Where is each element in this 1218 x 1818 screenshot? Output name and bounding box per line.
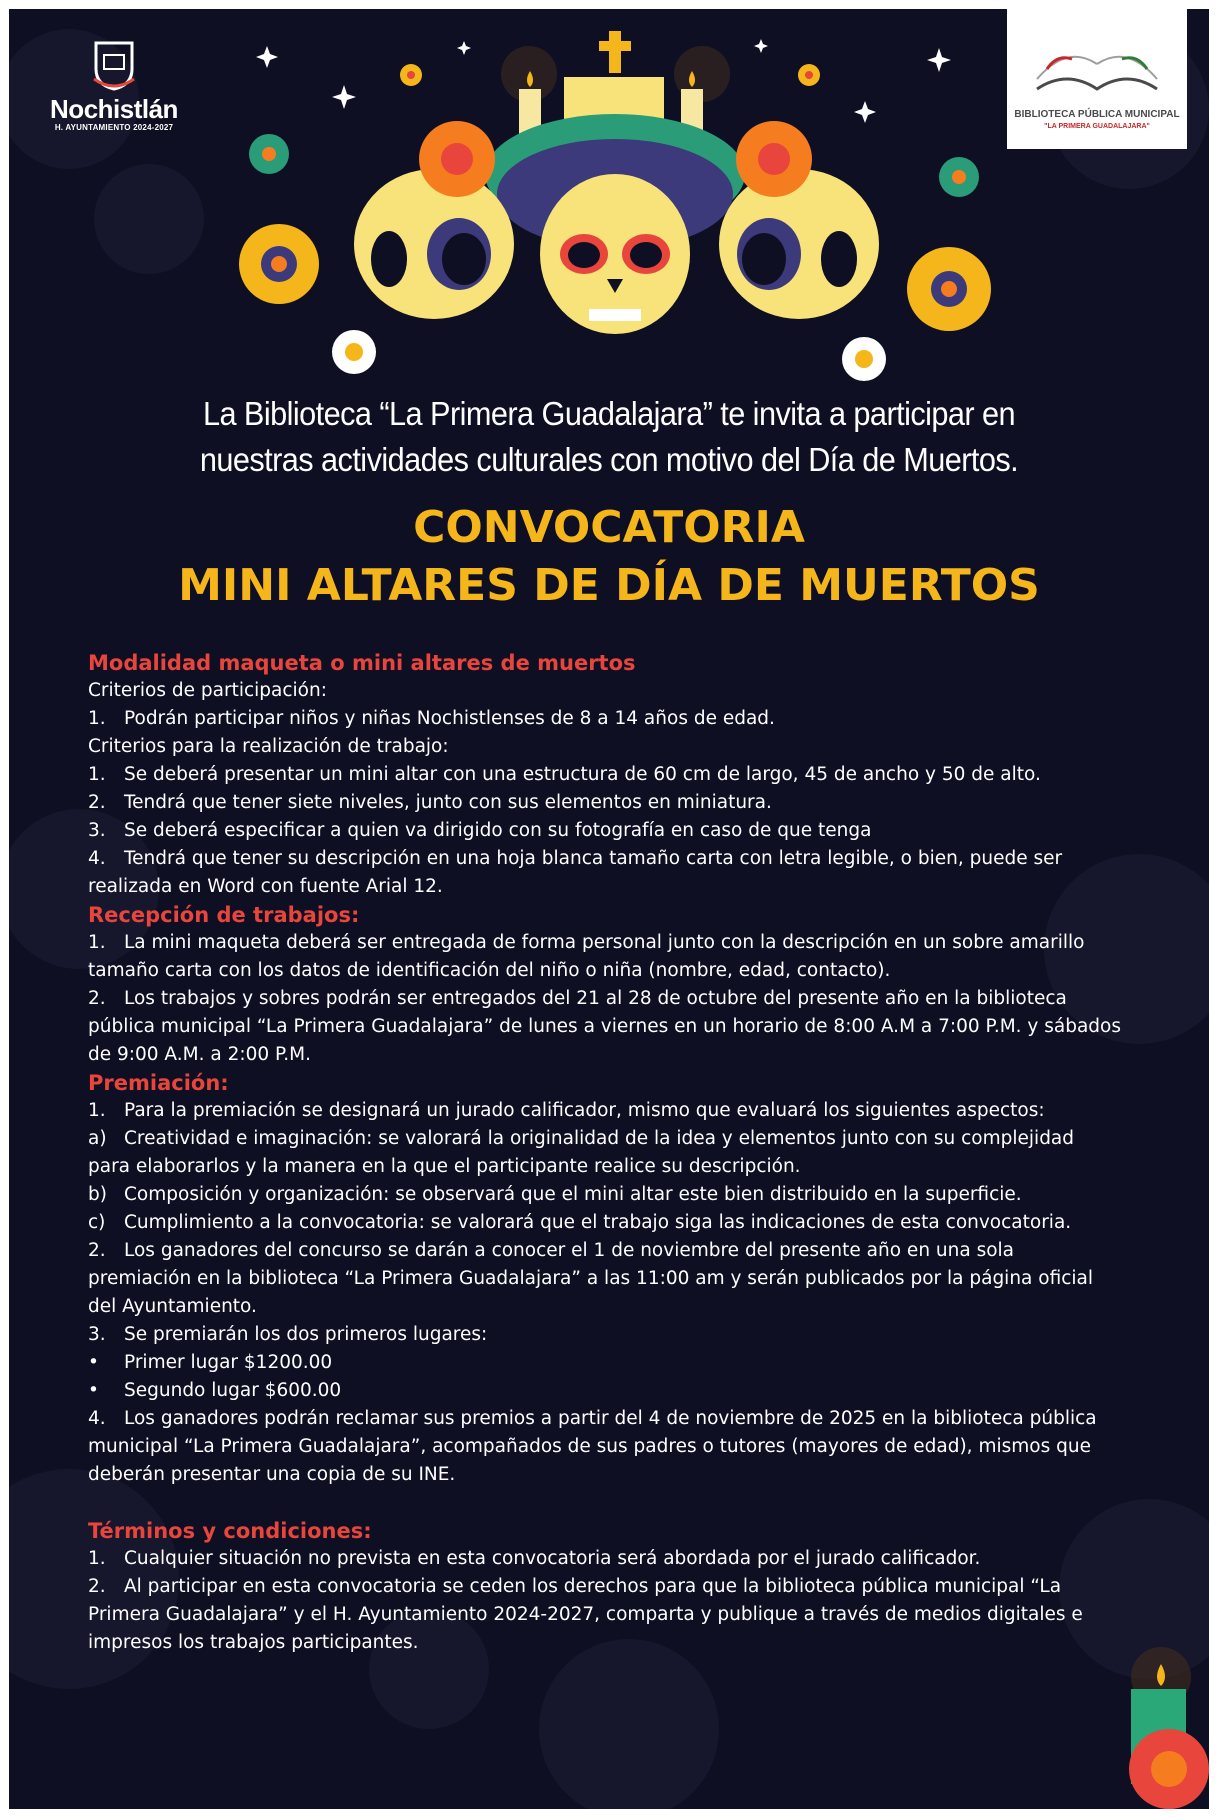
item-text: Los ganadores del concurso se darán a conocer el 1 de noviembre del presente año en una sola xyxy=(124,1240,1015,1261)
list-item-continuation: de 9:00 A.M. a 2:00 P.M. xyxy=(88,1044,312,1065)
item-letter: b) xyxy=(88,1184,107,1205)
list-item xyxy=(88,1237,1148,1265)
item-text: Cumplimiento a la convocatoria: se valorará que el trabajo siga las indicaciones de esta convocatoria. xyxy=(124,1212,1072,1233)
candle-bottom-right-icon xyxy=(1129,1647,1209,1809)
item-letter: a) xyxy=(88,1128,107,1149)
list-item-continuation: municipal “La Primera Guadalajara”, acompañados de sus padres o tutores (mayores de edad), mismos que xyxy=(88,1436,1091,1457)
item-text: Se deberá especificar a quien va dirigido con su fotografía en caso de que tenga xyxy=(124,820,872,841)
item-number: 4. xyxy=(88,1408,106,1429)
realizacion-label: Criterios para la realización de trabajo: xyxy=(88,736,449,757)
item-number: 2. xyxy=(88,1576,106,1597)
town-crest-icon xyxy=(90,39,138,91)
list-item-continuation: realizada en Word con fuente Arial 12. xyxy=(88,876,443,897)
section-spacer xyxy=(88,1489,1148,1517)
list-item xyxy=(88,705,1148,733)
prize-text: Primer lugar $1200.00 xyxy=(124,1352,333,1373)
list-item-continuation: pública municipal “La Primera Guadalajara” de lunes a viernes en un horario de 8:00 A.M a 7:00 P.M. y sábados xyxy=(88,1016,1122,1037)
intro-line-1: La Biblioteca “La Primera Guadalajara” te invita a participar en xyxy=(202,395,1016,432)
list-item-continuation: del Ayuntamiento. xyxy=(88,1296,257,1317)
list-item xyxy=(88,1545,1148,1573)
criterios-label: Criterios de participación: xyxy=(88,680,327,701)
item-text: Tendrá que tener su descripción en una hoja blanca tamaño carta con letra legible, o bien, puede ser xyxy=(124,848,1063,869)
nochistlan-logo xyxy=(39,39,189,132)
item-text: Creatividad e imaginación: se valorará la originalidad de la idea y elementos junto con su complejidad xyxy=(124,1128,1075,1149)
item-text: Al participar en esta convocatoria se ceden los derechos para que la biblioteca pública municipal “La xyxy=(124,1576,1062,1597)
section-heading-premiacion: Premiación: xyxy=(88,1071,229,1095)
item-text: Para la premiación se designará un jurado calificador, mismo que evaluará los siguientes aspectos: xyxy=(124,1100,1045,1121)
list-item-continuation: premiación en la biblioteca “La Primera Guadalajara” a las 11:00 am y serán publicados por la página oficial xyxy=(88,1268,1094,1289)
list-item xyxy=(88,1209,1148,1237)
list-item xyxy=(88,1097,1148,1125)
logo-name: Nochistlán xyxy=(50,94,178,124)
item-number: 1. xyxy=(88,1548,106,1569)
convocatoria-body xyxy=(88,649,1148,1657)
item-text: Los ganadores podrán reclamar sus premios a partir del 4 de noviembre de 2025 en la biblioteca pública xyxy=(124,1408,1097,1429)
intro-text xyxy=(144,391,1074,483)
title-line-2: MINI ALTARES DE DÍA DE MUERTOS xyxy=(178,560,1040,611)
item-number: 1. xyxy=(88,1100,106,1121)
page-title xyxy=(109,499,1109,615)
list-item xyxy=(88,1573,1148,1601)
list-item-continuation: Primera Guadalajara” y el H. Ayuntamiento 2024-2027, comparta y publique a través de medios digitales e xyxy=(88,1604,1083,1625)
section-heading-modalidad: Modalidad maqueta o mini altares de muertos xyxy=(88,651,636,675)
item-text: Composición y organización: se observará que el mini altar este bien distribuido en la superficie. xyxy=(124,1184,1022,1205)
section-heading-terminos: Términos y condiciones: xyxy=(88,1519,372,1543)
list-item-continuation: impresos los trabajos participantes. xyxy=(88,1632,419,1653)
library-logo-line2: "LA PRIMERA GUADALAJARA" xyxy=(1044,123,1150,130)
list-item xyxy=(88,1405,1148,1433)
list-item xyxy=(88,845,1148,873)
item-text: Los trabajos y sobres podrán ser entregados del 21 al 28 de octubre del presente año en la biblioteca xyxy=(124,988,1067,1009)
list-item xyxy=(88,929,1148,957)
item-text: Cualquier situación no prevista en esta convocatoria será abordada por el jurado calificador. xyxy=(124,1548,981,1569)
library-logo xyxy=(1007,9,1187,149)
list-item xyxy=(88,1181,1148,1209)
bullet-icon: • xyxy=(88,1380,99,1401)
item-number: 1. xyxy=(88,932,106,953)
item-letter: c) xyxy=(88,1212,106,1233)
item-text: Se premiarán los dos primeros lugares: xyxy=(124,1324,488,1345)
open-book-icon xyxy=(1007,9,1187,109)
item-text: Podrán participar niños y niñas Nochistlenses de 8 a 14 años de edad. xyxy=(124,708,775,729)
list-item xyxy=(88,1125,1148,1153)
item-number: 3. xyxy=(88,1324,106,1345)
item-number: 3. xyxy=(88,820,106,841)
item-number: 2. xyxy=(88,792,106,813)
item-number: 1. xyxy=(88,708,106,729)
list-item xyxy=(88,761,1148,789)
list-item xyxy=(88,817,1148,845)
list-item-continuation: tamaño carta con los datos de identificación del niño o niña (nombre, edad, contacto). xyxy=(88,960,891,981)
list-item xyxy=(88,1321,1148,1349)
list-item-continuation: deberán presentar una copia de su INE. xyxy=(88,1464,456,1485)
poster xyxy=(9,9,1209,1809)
item-text: Se deberá presentar un mini altar con una estructura de 60 cm de largo, 45 de ancho y 50 de alto. xyxy=(124,764,1041,785)
item-number: 4. xyxy=(88,848,106,869)
skull-icons xyxy=(354,169,879,334)
item-number: 2. xyxy=(88,988,106,1009)
bullet-icon: • xyxy=(88,1352,99,1373)
list-item-continuation: para elaborarlos y la manera en la que el participante realice su descripción. xyxy=(88,1156,801,1177)
list-item xyxy=(88,985,1148,1013)
prize-text: Segundo lugar $600.00 xyxy=(124,1380,342,1401)
item-number: 1. xyxy=(88,764,106,785)
item-number: 2. xyxy=(88,1240,106,1261)
library-logo-line1: BIBLIOTECA PÚBLICA MUNICIPAL xyxy=(1014,109,1180,120)
item-text: La mini maqueta deberá ser entregada de forma personal junto con la descripción en un sobre amarillo xyxy=(124,932,1085,953)
intro-line-2: nuestras actividades culturales con motivo del Día de Muertos. xyxy=(199,441,1019,478)
prize-item xyxy=(88,1349,1148,1377)
list-item xyxy=(88,789,1148,817)
prize-item xyxy=(88,1377,1148,1405)
logo-subtitle: H. AYUNTAMIENTO 2024-2027 xyxy=(54,123,174,132)
item-text: Tendrá que tener siete niveles, junto con sus elementos en miniatura. xyxy=(124,792,772,813)
title-line-1: CONVOCATORIA xyxy=(413,502,805,553)
section-heading-recepcion: Recepción de trabajos: xyxy=(88,903,360,927)
